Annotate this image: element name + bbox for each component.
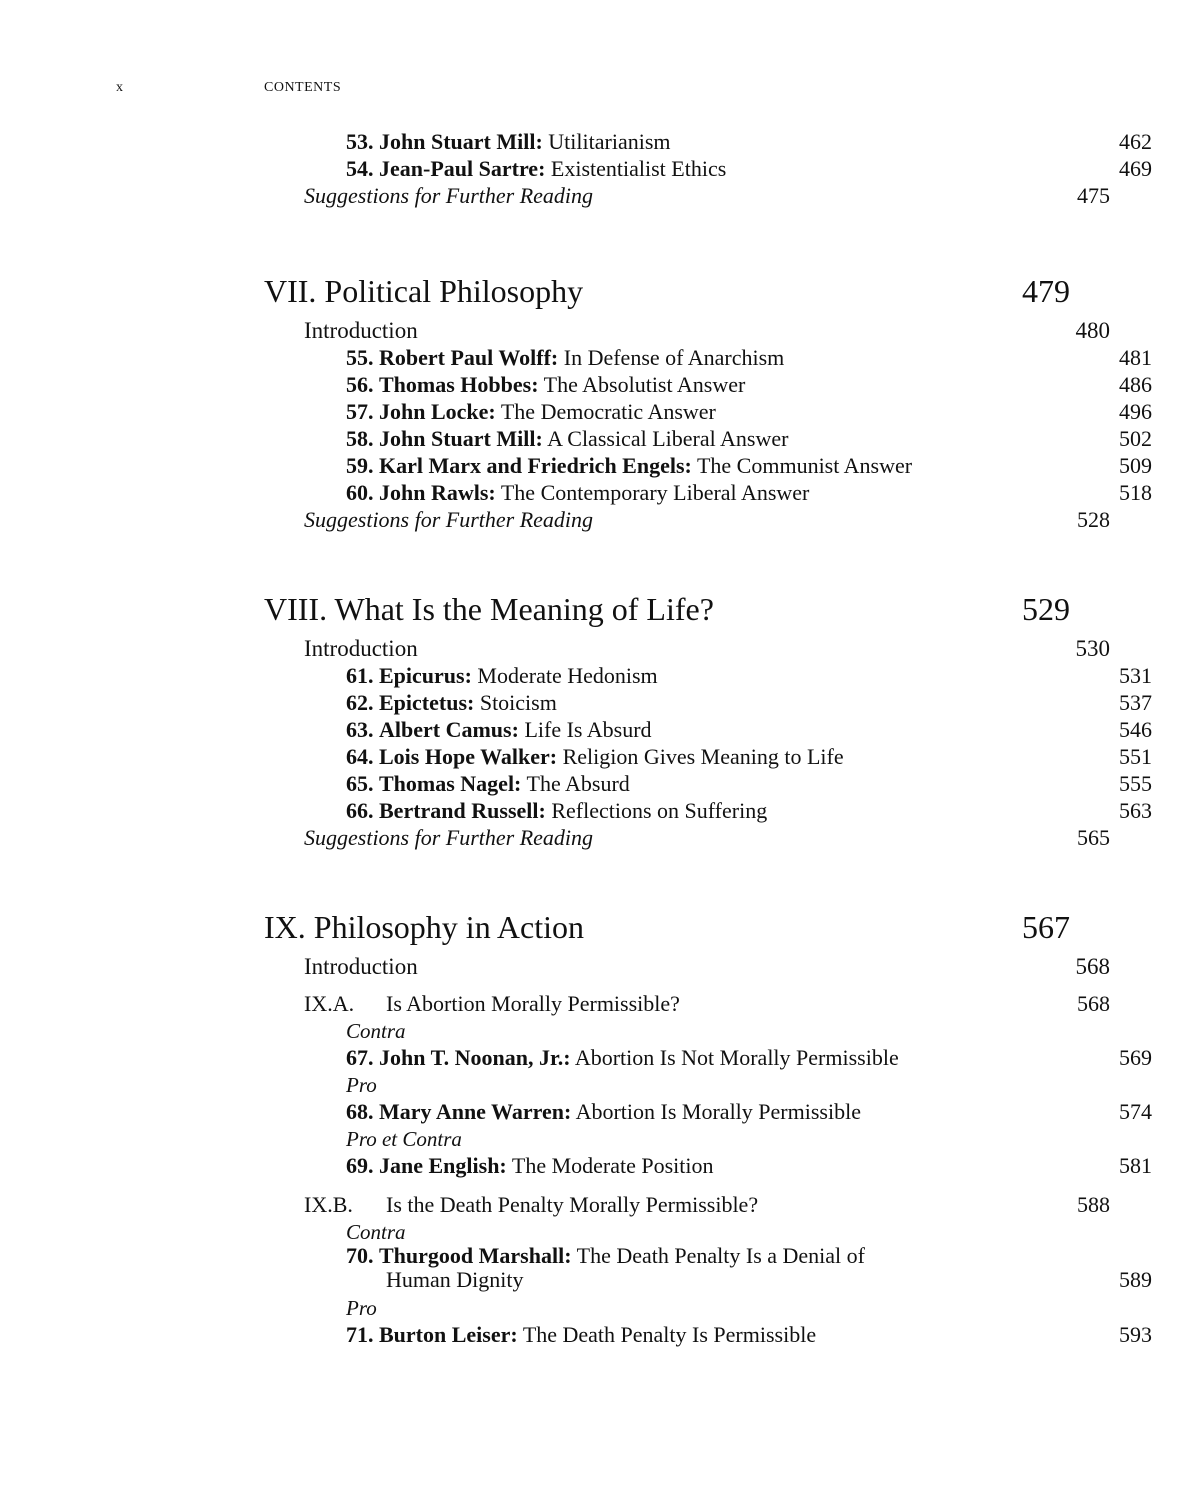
stance-label: Pro et Contra — [346, 1127, 462, 1151]
introduction[interactable]: Introduction 530 — [304, 636, 1110, 661]
toc — [264, 128, 1152, 1350]
stance-label: Pro — [346, 1296, 377, 1320]
further-reading[interactable]: Suggestions for Further Reading 528 — [304, 507, 1110, 532]
entry-page: 462 — [1119, 129, 1152, 154]
toc-entry[interactable]: 59. Karl Marx and Friedrich Engels: The Communist Answer 509 — [346, 453, 1152, 478]
further-reading[interactable]: Suggestions for Further Reading 565 — [304, 825, 1110, 850]
part-heading[interactable]: VII. Political Philosophy 479 — [264, 273, 1070, 309]
toc-entry[interactable]: 71. Burton Leiser: The Death Penalty Is Permissible 593 — [346, 1322, 1152, 1347]
toc-entry[interactable]: 54. Jean-Paul Sartre: Existentialist Ethics 469 — [346, 156, 1152, 181]
stance-label: Contra — [346, 1019, 406, 1043]
part-heading[interactable]: IX. Philosophy in Action 567 — [264, 909, 1070, 945]
toc-entry[interactable]: 69. Jane English: The Moderate Position 581 — [346, 1153, 1152, 1178]
toc-entry[interactable]: 57. John Locke: The Democratic Answer 496 — [346, 399, 1152, 424]
further-reading[interactable]: Suggestions for Further Reading 475 — [304, 183, 1110, 208]
toc-entry[interactable]: 63. Albert Camus: Life Is Absurd 546 — [346, 717, 1152, 742]
toc-entry[interactable]: 66. Bertrand Russell: Reflections on Suffering 563 — [346, 798, 1152, 823]
toc-entry[interactable]: 70. Thurgood Marshall: The Death Penalty Is a Denial of Human Dignity 589 — [346, 1243, 1152, 1292]
stance-label: Contra — [346, 1220, 406, 1244]
toc-entry[interactable]: 56. Thomas Hobbes: The Absolutist Answer 486 — [346, 372, 1152, 397]
stance-label: Pro — [346, 1073, 377, 1097]
toc-entry[interactable]: 67. John T. Noonan, Jr.: Abortion Is Not Morally Permissible 569 — [346, 1045, 1152, 1070]
introduction[interactable]: Introduction 568 — [304, 954, 1110, 979]
toc-entry[interactable]: 53. John Stuart Mill: Utilitarianism 462 — [346, 129, 1152, 154]
toc-entry[interactable]: 60. John Rawls: The Contemporary Liberal Answer 518 — [346, 480, 1152, 505]
entry-page: 469 — [1119, 156, 1152, 181]
toc-entry[interactable]: 64. Lois Hope Walker: Religion Gives Meaning to Life 551 — [346, 744, 1152, 769]
toc-entry[interactable]: 55. Robert Paul Wolff: In Defense of Anarchism 481 — [346, 345, 1152, 370]
debate-heading[interactable]: IX.B. Is the Death Penalty Morally Permissible? 588 — [304, 1192, 1110, 1217]
running-head — [0, 80, 1198, 100]
toc-entry[interactable]: 61. Epicurus: Moderate Hedonism 531 — [346, 663, 1152, 688]
part-heading[interactable]: VIII. What Is the Meaning of Life? 529 — [264, 591, 1070, 627]
running-title: CONTENTS — [264, 80, 342, 95]
debate-heading[interactable]: IX.A. Is Abortion Morally Permissible? 568 — [304, 991, 1110, 1016]
toc-entry[interactable]: 58. John Stuart Mill: A Classical Liberal Answer 502 — [346, 426, 1152, 451]
page-number: x — [116, 80, 124, 95]
introduction[interactable]: Introduction 480 — [304, 318, 1110, 343]
toc-entry[interactable]: 68. Mary Anne Warren: Abortion Is Morally Permissible 574 — [346, 1099, 1152, 1124]
toc-entry[interactable]: 62. Epictetus: Stoicism 537 — [346, 690, 1152, 715]
toc-entry[interactable]: 65. Thomas Nagel: The Absurd 555 — [346, 771, 1152, 796]
